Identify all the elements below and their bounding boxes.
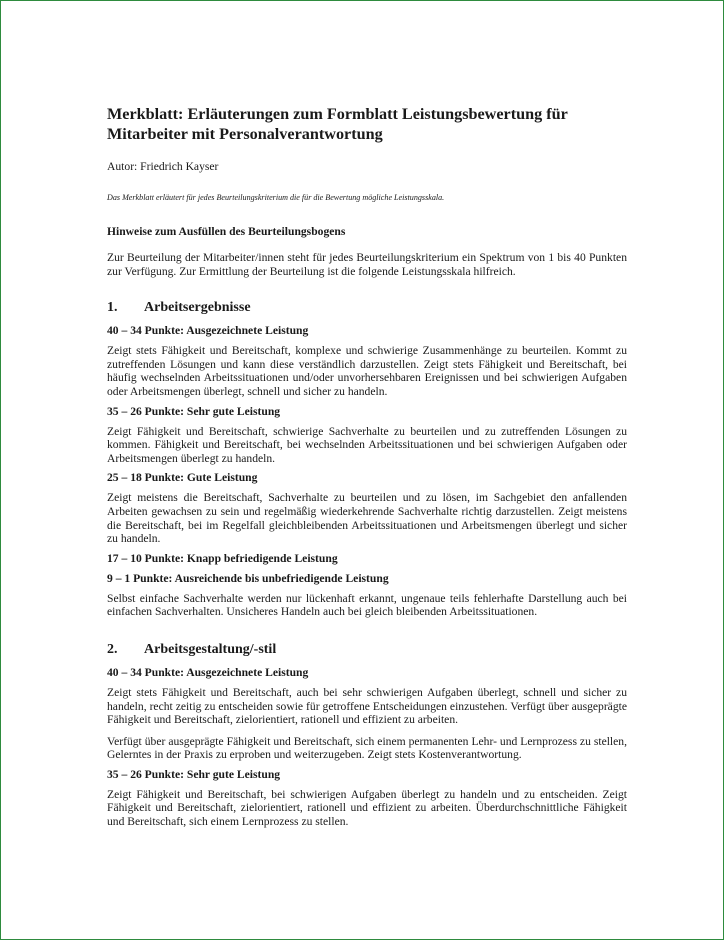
grade-description: Zeigt Fähigkeit und Bereitschaft, bei schwierigen Aufgaben überlegt zu handeln und zu entscheiden. Zeigt Fähigkeit und Bereitschaft, zielorientiert, rationell und effizient zu arbeiten. Überdurchschnittliche Fähigkeit und Bereitschaft, sich einem Lernprozess zu stellen. <box>107 787 627 829</box>
grade-description: Zeigt stets Fähigkeit und Bereitschaft, auch bei sehr schwierigen Aufgaben überlegt, schnell und sicher zu handeln, recht zeitig zu entscheiden sowie für getroffene Entscheidungen einzustehen. Verfügt über ausgeprägte Fähigkeit und Bereitschaft, zielorientiert, rationell und effizient zu arbeiten. <box>107 685 627 727</box>
section-title: Arbeitsergebnisse <box>144 300 251 316</box>
grade-heading: 40 – 34 Punkte: Ausgezeichnete Leistung <box>107 324 309 338</box>
intro-note: Das Merkblatt erläutert für jedes Beurteilungskriterium die für die Bewertung mögliche Leistungsskala. <box>107 193 445 202</box>
document-content <box>107 105 627 829</box>
document-title: Merkblatt: Erläuterungen zum Formblatt Leistungsbewertung für Mitarbeiter mit Personalverantwortung <box>107 105 568 143</box>
section-heading <box>107 641 627 659</box>
hint-heading: Hinweise zum Ausfüllen des Beurteilungsbogens <box>107 225 346 238</box>
grade-heading: 35 – 26 Punkte: Sehr gute Leistung <box>107 404 281 418</box>
grade-heading: 35 – 26 Punkte: Sehr gute Leistung <box>107 767 281 781</box>
grade-description: Verfügt über ausgeprägte Fähigkeit und Bereitschaft, sich einem permanenten Lehr- und Lernprozess zu stellen, Gelerntes in der Praxis zu erproben und weiterzugeben. Zeigt stets Kostenverantwortung. <box>107 734 627 762</box>
grade-heading: 40 – 34 Punkte: Ausgezeichnete Leistung <box>107 665 309 679</box>
grade-description: Zeigt meistens die Bereitschaft, Sachverhalte zu beurteilen und zu lösen, im Sachgebiet den anfallenden Arbeiten gewachsen zu sein und regelmäßig wiederkehrende Sachverhalte richtig darzustellen. Zeigt meistens die Bereitschaft, bei im Regelfall gleichbleibenden Arbeitssituationen und Arbeitsmengen überlegt und sicher zu handeln. <box>107 491 627 546</box>
author-line: Autor: Friedrich Kayser <box>107 160 219 173</box>
section-title: Arbeitsgestaltung/-stil <box>144 641 277 657</box>
hint-text: Zur Beurteilung der Mitarbeiter/innen steht für jedes Beurteilungskriterium ein Spektrum von 1 bis 40 Punkten zur Verfügung. Zur Ermittlung der Beurteilung ist die folgende Leistungsskala hilfreich. <box>107 251 627 278</box>
grade-description: Zeigt Fähigkeit und Bereitschaft, schwierige Sachverhalte zu beurteilen und zu zutreffenden Lösungen zu kommen. Fähigkeit und Bereitschaft, bei wechselnden Arbeitssituationen und bei schwierigen Aufgaben oder Arbeitsmengen überlegt zu handeln. <box>107 424 627 465</box>
section-number: 2. <box>107 641 118 657</box>
section-number: 1. <box>107 300 118 316</box>
grade-heading: 25 – 18 Punkte: Gute Leistung <box>107 471 258 485</box>
grade-description: Selbst einfache Sachverhalte werden nur lückenhaft erkannt, ungenaue teils fehlerhafte Darstellung auch bei einfachen Sachverhalten. Unsicheres Handeln auch bei gleich bleibenden Arbeitssituationen. <box>107 591 627 619</box>
grade-description: Zeigt stets Fähigkeit und Bereitschaft, komplexe und schwierige Zusammenhänge zu beurteilen. Kommt zu zutreffenden Lösungen und kann diese verständlich darzustellen. Zeigt stets Fähigkeit und Bereitschaft, bei häufig wechselnden Arbeitssituationen und/oder unvorhersehbaren Ereignissen und bei schwierigen Aufgaben oder Arbeitsmengen überlegt, schnell und sicher zu handeln. <box>107 344 627 398</box>
grade-heading: 17 – 10 Punkte: Knapp befriedigende Leistung <box>107 551 338 565</box>
grade-heading: 9 – 1 Punkte: Ausreichende bis unbefriedigende Leistung <box>107 571 389 585</box>
section-heading <box>107 299 627 317</box>
